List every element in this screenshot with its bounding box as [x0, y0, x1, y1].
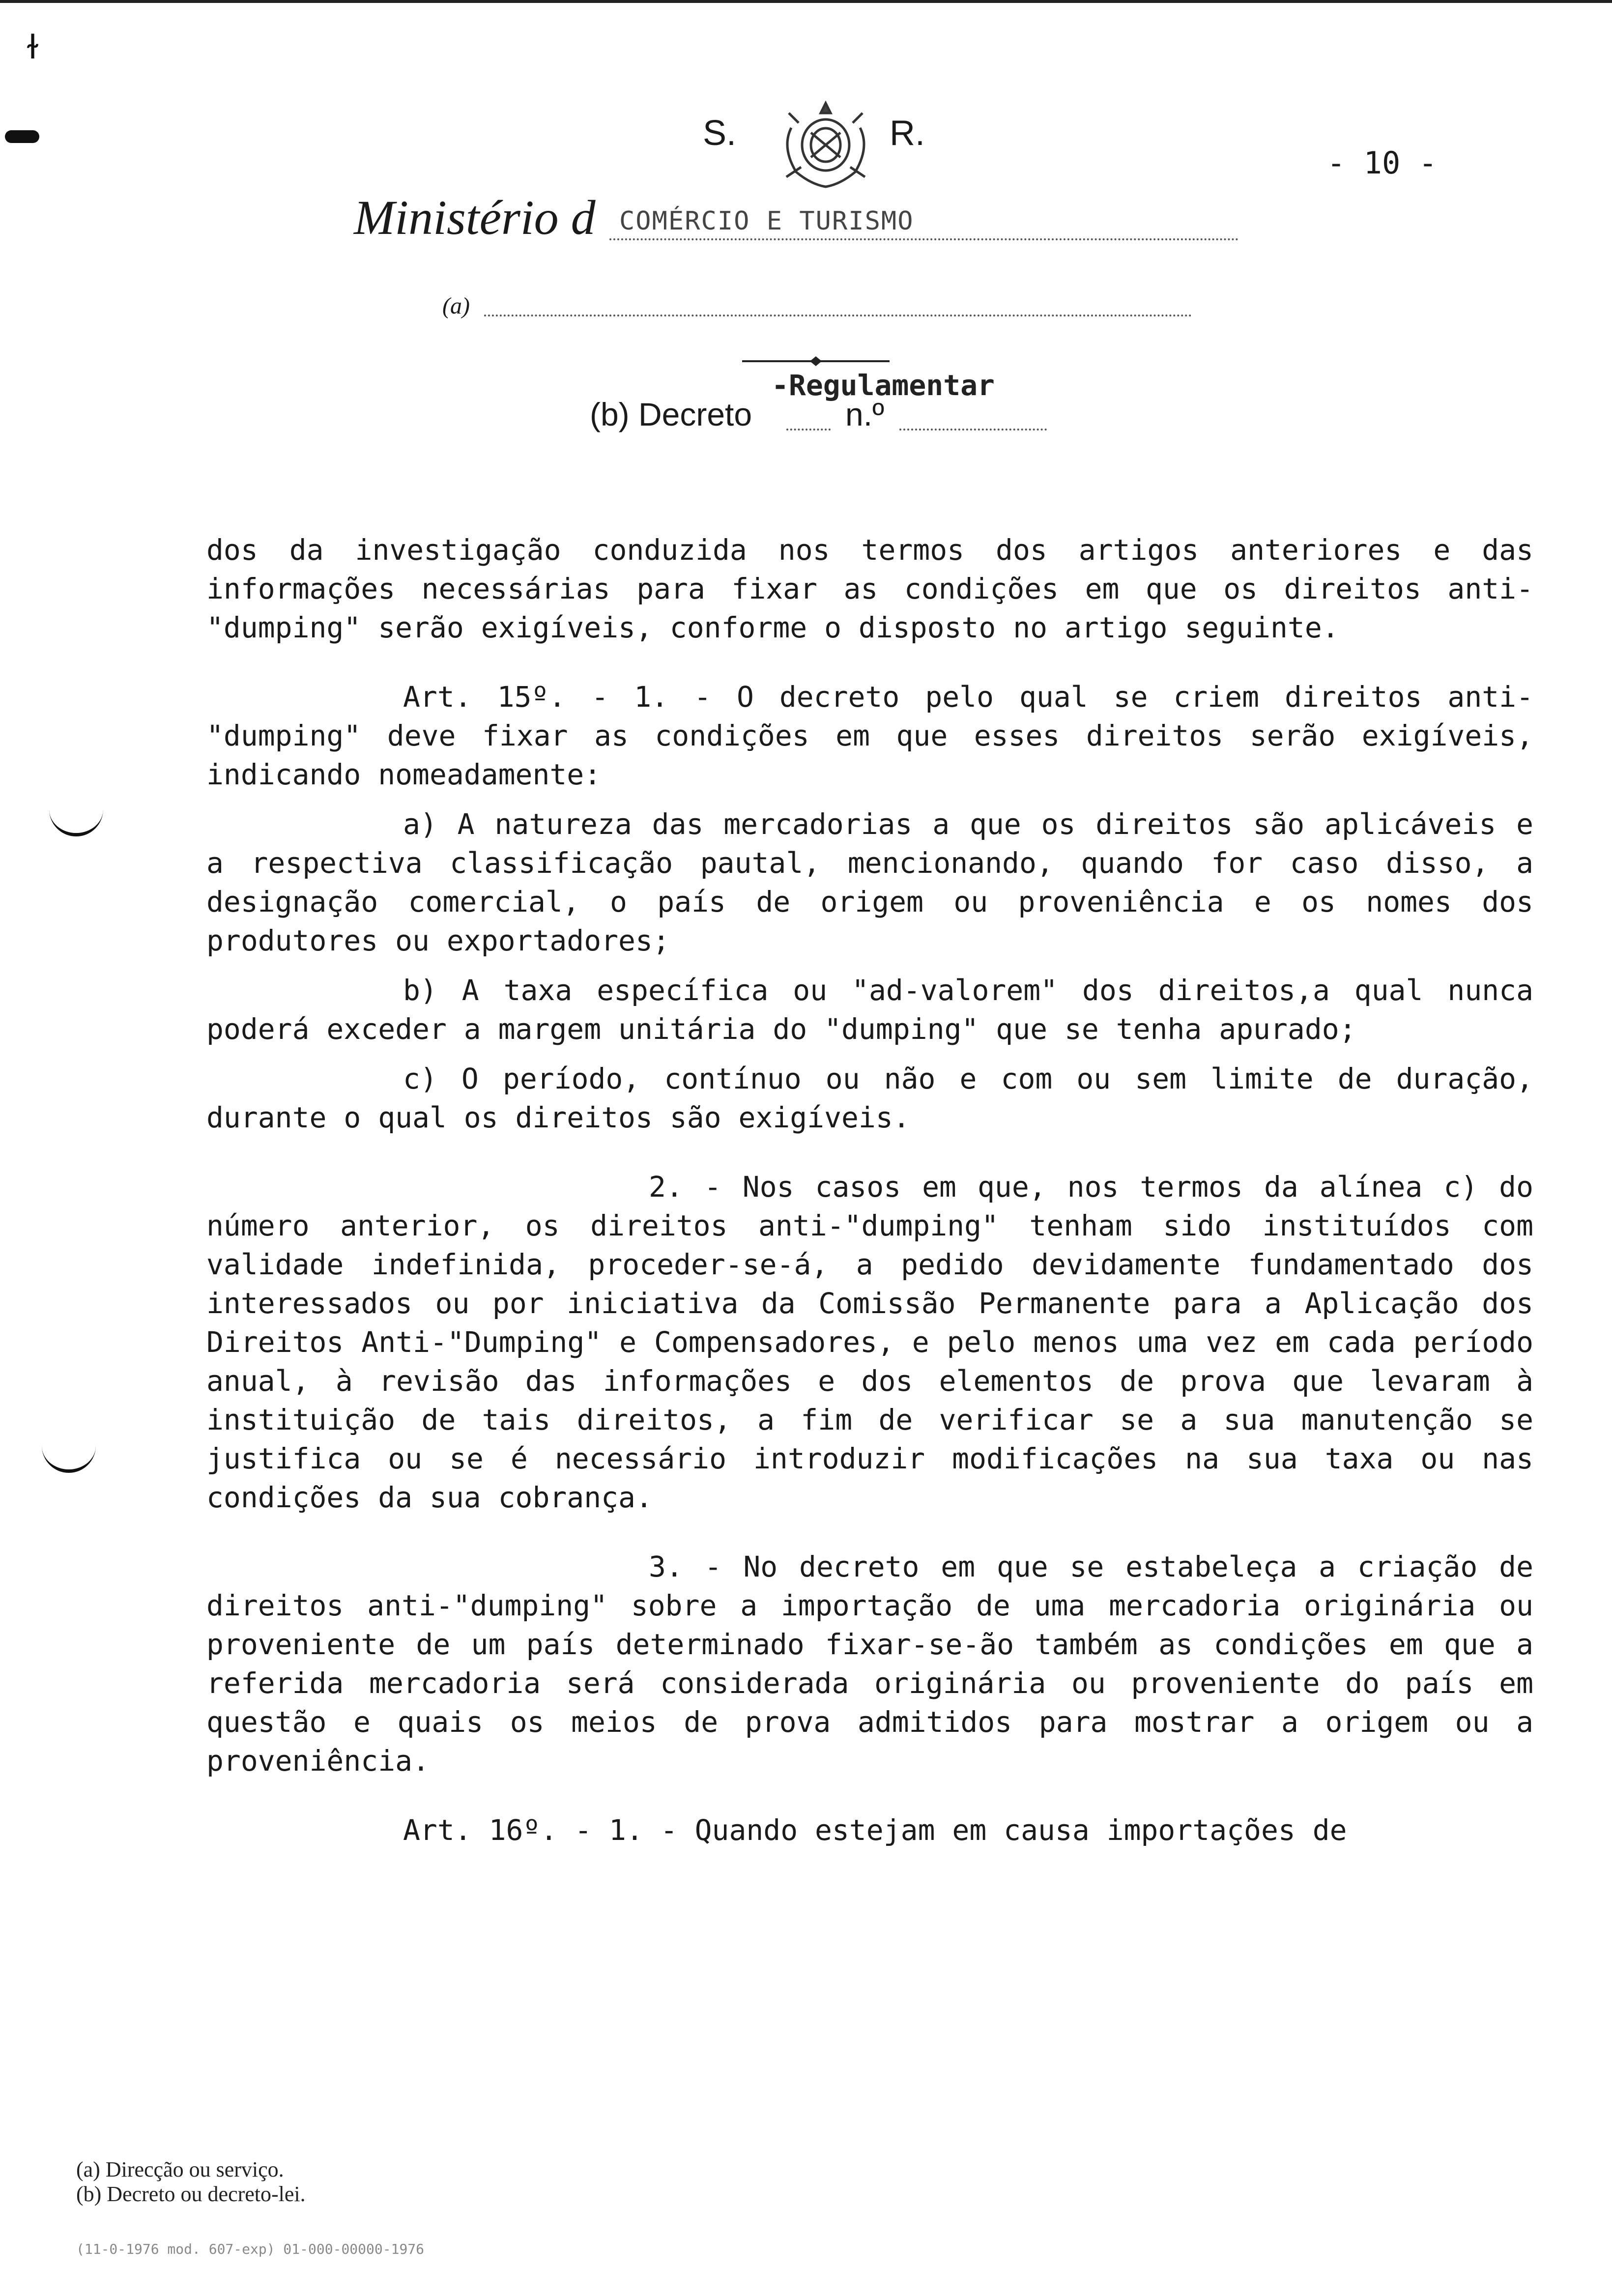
- paragraph-art15-2: 2. - Nos casos em que, nos termos da alínea c) do número anterior, os direitos anti-"dumping" tenham sido instituídos com validade indefinida, proceder-se-á, a pedido devidamente fundamentado dos interessados ou por iniciativa da Comissão Permanente para a Aplicação dos Direitos Anti-"Dumping" e Compensadores, e pelo menos uma vez em cada período anual, à revisão das informações e dos elementos de prova que levaram à instituição de tais direitos, a fim de verificar se a sua manutenção se justifica ou se é necessário introduzir modificações na sua taxa ou nas condições da sua cobrança.: [206, 1170, 1533, 1514]
- decree-number-dotted-line: [899, 429, 1047, 430]
- direction-dotted-line: [484, 315, 1192, 316]
- footnotes: [76, 2157, 306, 2207]
- edge-blot: [5, 130, 39, 143]
- ministry-label: Ministério d: [354, 190, 596, 245]
- paragraph-art15-3: 3. - No decreto em que se estabeleça a criação de direitos anti-"dumping" sobre a importação de uma mercadoria originária ou proveniente de um país determinado fixar-se-ão também as condições em que a referida mercadoria será considerada originária ou proveniente do país em questão e quais os meios de prova admitidos para mostrar a origem ou a proveniência.: [206, 1550, 1533, 1778]
- coat-of-arms-icon: [772, 93, 880, 192]
- paragraph-item-a: a) A natureza das mercadorias a que os direitos são aplicáveis e a respectiva classificação pautal, mencionando, quando for caso disso, a designação comercial, o país de origem ou proveniência e os nomes dos produtores ou exportadores;: [206, 807, 1533, 957]
- footnote-a: (a) Direcção ou serviço.: [76, 2157, 284, 2181]
- decree-number-label: n.º: [845, 396, 885, 432]
- paragraph-item-c: c) O período, contínuo ou não e com ou sem limite de duração, durante o qual os direitos são exigíveis.: [206, 1062, 1533, 1134]
- divider-ornament-icon: [742, 354, 890, 369]
- s-letter: S.: [703, 114, 737, 153]
- decree-type-field: -Regulamentar: [772, 369, 995, 402]
- paragraph-art16-1: Art. 16º. - 1. - Quando estejam em causa importações de: [403, 1813, 1347, 1847]
- paragraph-item-b: b) A taxa específica ou "ad-valorem" dos direitos,a qual nunca poderá exceder a margem unitária do "dumping" que se tenha apurado;: [206, 974, 1533, 1046]
- document-body: [206, 531, 1533, 1850]
- decree-label: (b) Decreto: [590, 396, 752, 432]
- print-mark: (11-0-1976 mod. 607-exp) 01-000-00000-1976: [76, 2241, 425, 2257]
- top-border-line: [0, 0, 1612, 3]
- direction-label: (a): [442, 293, 470, 319]
- footnote-b: (b) Decreto ou decreto-lei.: [76, 2182, 306, 2206]
- header-emblem-block: [703, 93, 958, 192]
- edge-mark-top: ɫ: [27, 28, 38, 66]
- punch-hole-mark: [49, 806, 103, 836]
- r-letter: R.: [890, 114, 925, 153]
- ministry-dotted-line: [609, 238, 1238, 240]
- decree-type-dotted-line: [786, 429, 831, 430]
- paragraph-continuation: dos da investigação conduzida nos termos dos artigos anteriores e das informações necessárias para fixar as condições em que os direitos anti-"dumping" serão exigíveis, conforme o disposto no artigo seguinte.: [206, 533, 1533, 644]
- punch-hole-mark: [42, 1442, 96, 1473]
- ministry-name-field: COMÉRCIO E TURISMO: [619, 206, 914, 236]
- paragraph-art15-1: Art. 15º. - 1. - O decreto pelo qual se criem direitos anti-"dumping" deve fixar as condições em que esses direitos serão exigíveis, indicando nomeadamente:: [206, 680, 1533, 791]
- page-number: - 10 -: [1327, 145, 1437, 181]
